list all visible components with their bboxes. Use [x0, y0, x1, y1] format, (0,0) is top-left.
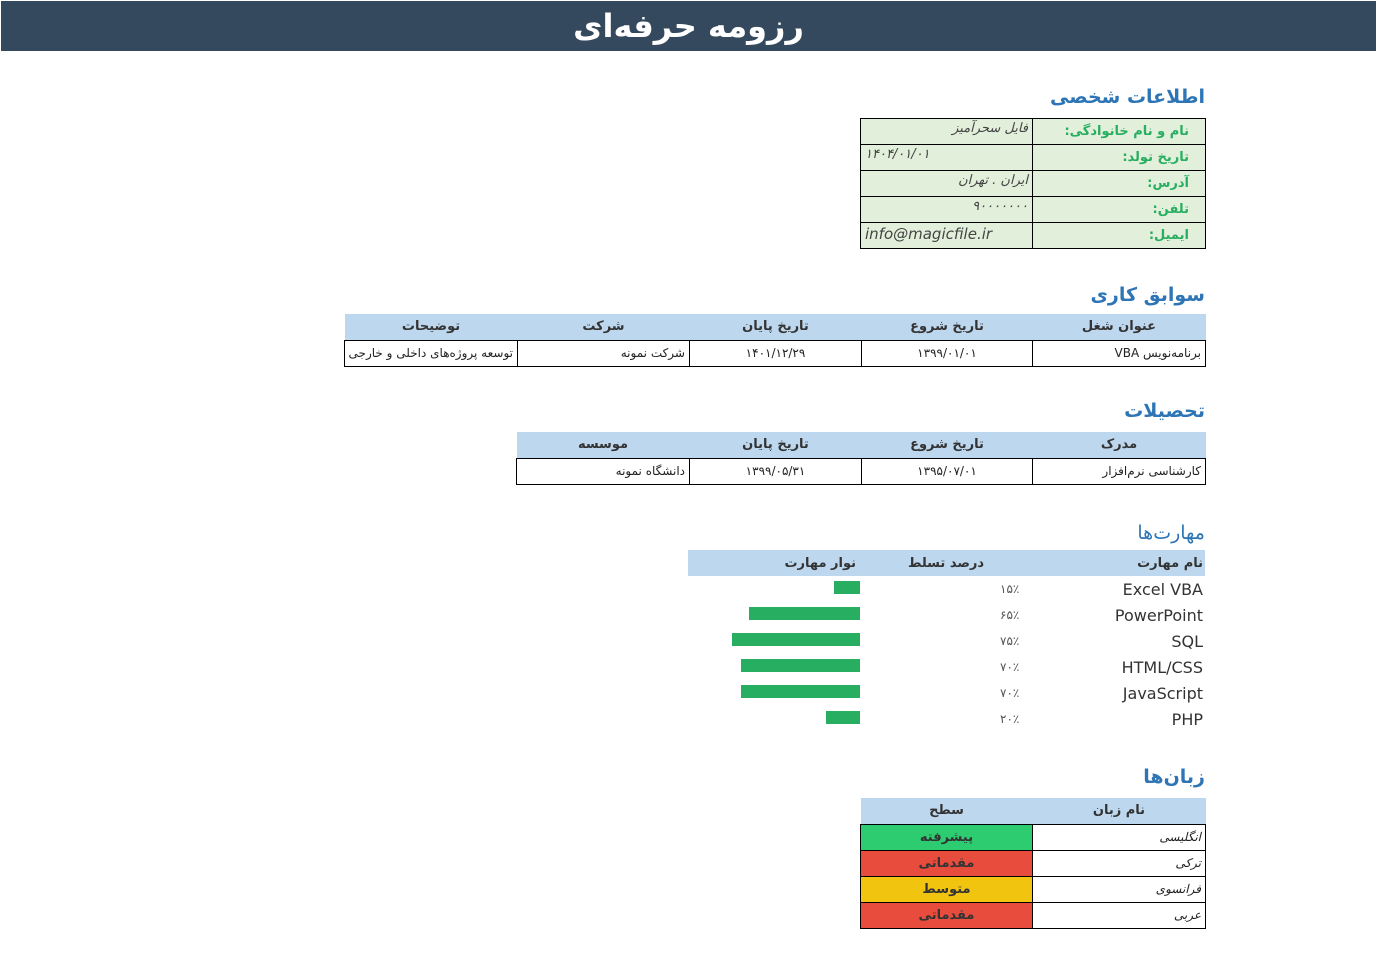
skills-header: درصد تسلط	[860, 550, 1032, 576]
education-table	[516, 432, 1206, 485]
skills-header: نوار مهارت	[688, 550, 860, 576]
language-row	[861, 876, 1206, 902]
skill-percent: ۲۰٪	[1000, 712, 1020, 726]
language-level: پیشرفته	[861, 824, 1033, 850]
language-name: انگلیسی	[1033, 824, 1206, 850]
education-cell: دانشگاه نمونه	[517, 458, 690, 484]
personal-label: تلفن:	[1033, 197, 1206, 223]
work-header: عنوان شغل	[1033, 314, 1206, 340]
skill-percent: ۶۵٪	[1000, 608, 1020, 622]
resume-banner	[1, 1, 1376, 51]
language-level: متوسط	[861, 876, 1033, 902]
skill-bar-cell	[688, 654, 860, 680]
skills-table	[688, 550, 1205, 732]
work-cell: ۱۴۰۱/۱۲/۲۹	[690, 340, 862, 366]
languages-table	[860, 798, 1206, 929]
skill-bar	[741, 659, 860, 672]
language-name: عربی	[1033, 902, 1206, 928]
language-level: مقدماتی	[861, 902, 1033, 928]
work-header: شرکت	[518, 314, 690, 340]
skill-row	[688, 654, 1205, 680]
skill-row	[688, 680, 1205, 706]
education-cell: کارشناسی نرم‌افزار	[1033, 458, 1206, 484]
work-header: تاریخ شروع	[862, 314, 1033, 340]
education-header: موسسه	[517, 432, 690, 458]
skill-name: HTML/CSS	[1121, 657, 1203, 677]
skill-bar-cell	[688, 602, 860, 628]
work-cell: برنامه‌نویس VBA	[1033, 340, 1206, 366]
personal-section-title: اطلاعات شخصی	[1050, 86, 1205, 108]
education-header: تاریخ پایان	[690, 432, 862, 458]
languages-header: سطح	[861, 798, 1033, 824]
skills-header-row	[688, 550, 1205, 576]
education-section-title: تحصیلات	[1124, 400, 1205, 422]
skills-section-title: مهارت‌ها	[1137, 522, 1205, 544]
resume-title: رزومه حرفه‌ای	[573, 7, 804, 45]
languages-section-title: زبان‌ها	[1143, 766, 1205, 788]
language-row	[861, 902, 1206, 928]
skill-bar	[741, 685, 860, 698]
work-cell: توسعه پروژه‌های داخلی و خارجی	[345, 340, 518, 366]
skill-row	[688, 628, 1205, 654]
skill-name: JavaScript	[1122, 683, 1203, 703]
skill-bar	[834, 581, 860, 594]
language-level: مقدماتی	[861, 850, 1033, 876]
table-row	[345, 340, 1206, 366]
skill-name: PowerPoint	[1114, 605, 1203, 625]
skill-name: Excel VBA	[1122, 579, 1203, 599]
work-cell: ۱۳۹۹/۰۱/۰۱	[862, 340, 1033, 366]
table-row	[517, 458, 1206, 484]
work-cell: شرکت نمونه	[518, 340, 690, 366]
personal-row	[861, 197, 1206, 223]
work-table	[344, 314, 1206, 367]
personal-value: ایران . تهران	[861, 171, 1033, 197]
personal-info-table	[860, 118, 1206, 249]
language-name: فرانسوی	[1033, 876, 1206, 902]
personal-row	[861, 145, 1206, 171]
personal-label: آدرس:	[1033, 171, 1206, 197]
languages-header: نام زبان	[1033, 798, 1206, 824]
education-header: مدرک	[1033, 432, 1206, 458]
language-row	[861, 824, 1206, 850]
skill-percent: ۷۵٪	[1000, 634, 1020, 648]
skill-bar	[732, 633, 860, 646]
skill-name: SQL	[1171, 631, 1203, 651]
skill-bar-cell	[688, 576, 860, 602]
personal-label: ایمیل:	[1033, 223, 1206, 249]
personal-label: نام و نام خانوادگی:	[1033, 119, 1206, 145]
personal-value: ۹۰۰۰۰۰۰۰	[861, 197, 1033, 223]
skill-bar-cell	[688, 628, 860, 654]
skill-bar	[826, 711, 860, 724]
education-cell: ۱۳۹۵/۰۷/۰۱	[862, 458, 1033, 484]
skills-header: نام مهارت	[1032, 550, 1205, 576]
personal-row	[861, 171, 1206, 197]
skill-percent: ۷۰٪	[1000, 660, 1020, 674]
skill-row	[688, 576, 1205, 602]
skill-row	[688, 602, 1205, 628]
education-header: تاریخ شروع	[862, 432, 1033, 458]
work-header: توضیحات	[345, 314, 518, 340]
skill-name: PHP	[1171, 709, 1203, 729]
personal-row	[861, 223, 1206, 249]
education-cell: ۱۳۹۹/۰۵/۳۱	[690, 458, 862, 484]
personal-value: فایل سحرآمیز	[861, 119, 1033, 145]
skill-percent: ۱۵٪	[1000, 582, 1020, 596]
skill-percent: ۷۰٪	[1000, 686, 1020, 700]
personal-row	[861, 119, 1206, 145]
work-header: تاریخ پایان	[690, 314, 862, 340]
personal-value: ۱۴۰۴/۰۱/۰۱	[861, 145, 1033, 171]
work-section-title: سوابق کاری	[1090, 284, 1205, 306]
education-header-row	[517, 432, 1206, 458]
skill-bar-cell	[688, 680, 860, 706]
personal-label: تاریخ تولد:	[1033, 145, 1206, 171]
languages-header-row	[861, 798, 1206, 824]
skill-bar-cell	[688, 706, 860, 732]
email-value[interactable]: info@magicfile.ir	[861, 223, 1033, 249]
work-header-row	[345, 314, 1206, 340]
language-row	[861, 850, 1206, 876]
skill-bar	[749, 607, 860, 620]
language-name: ترکی	[1033, 850, 1206, 876]
skill-row	[688, 706, 1205, 732]
